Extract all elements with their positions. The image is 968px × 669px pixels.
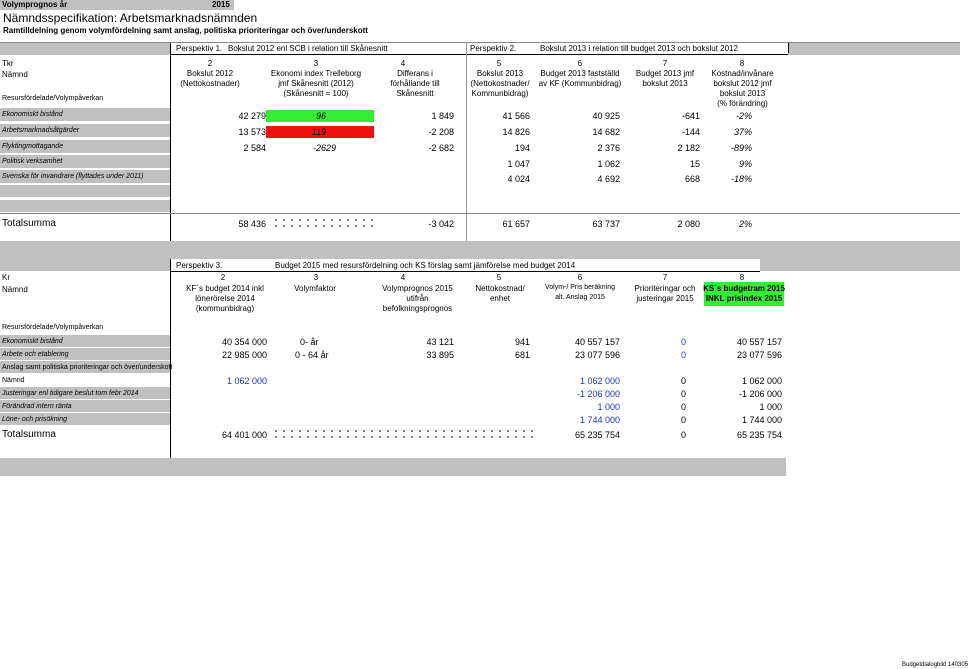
s1-r0-c7: -641 xyxy=(681,111,700,121)
s1-r3-c5: 1 047 xyxy=(507,159,530,169)
s2-r0-c4: 43 121 xyxy=(426,337,454,347)
s1-row-label: Politisk verksamhet xyxy=(0,155,170,169)
s1-r2-c4: -2 682 xyxy=(428,143,454,153)
persp1-label: Perspektiv 1. xyxy=(176,44,223,53)
s2-r0-c5: 941 xyxy=(514,337,530,347)
s1-total-c6: 63 737 xyxy=(592,219,620,229)
s1-vline-right xyxy=(788,43,789,53)
s1-r1-c4: -2 208 xyxy=(428,127,454,137)
persp2-desc: Bokslut 2013 i relation till budget 2013 och bokslut 2012 xyxy=(540,44,738,53)
s1-r3-c6: 1 062 xyxy=(597,159,620,169)
s2-r0-c7: 0 xyxy=(680,337,686,347)
s1-total-dotted-fill xyxy=(272,217,376,229)
s1-total-c4: -3 042 xyxy=(428,219,454,229)
s1-colnum-2: 2 xyxy=(207,59,213,68)
s2-r1-c7: 0 xyxy=(680,350,686,360)
s2-row-label: Anslag samt politiska prioriteringar och över/underskott xyxy=(0,361,170,374)
persp2-label: Perspektiv 2. xyxy=(470,44,517,53)
s1-row-label: Flyktingmottagande xyxy=(0,140,170,154)
s2-r1-c5: 681 xyxy=(514,350,530,360)
s1-right-grey xyxy=(788,43,960,55)
s1-r4-c8: -18% xyxy=(730,174,752,184)
s1-r1-c2: 13 573 xyxy=(238,127,266,137)
s1-total-c7: 2 080 xyxy=(677,219,700,229)
s1-r0-c8: -2% xyxy=(735,111,752,121)
s2-row-label: Ekonomiskt bistånd xyxy=(0,335,170,348)
s1-colhead-3: Ekonomi index Trelleborg jmf Skånesnitt (2012) (Skånesnitt = 100) xyxy=(270,69,362,98)
s2-colnum-3: 3 xyxy=(313,273,319,282)
s2-r3-c6: 1 062 000 xyxy=(579,376,620,386)
s2-r6-c7: 0 xyxy=(680,415,686,425)
s1-r4-c7: 668 xyxy=(684,174,700,184)
persp1-desc: Bokslut 2012 enl SCB i relation till Skånesnitt xyxy=(228,44,388,53)
s2-colhead-3: Volymfaktor xyxy=(294,284,336,293)
s2-total-label: Totalsumma xyxy=(2,429,56,440)
s1-r1-c5: 14 826 xyxy=(502,127,530,137)
s1-r3-c8: 9% xyxy=(738,159,752,169)
s2-left-grey xyxy=(0,259,170,271)
s2-r6-c6: 1 744 000 xyxy=(579,415,620,425)
s1-colhead-2: Bokslut 2012 (Nettokostnader) xyxy=(180,69,240,88)
s2-r6-c8: 1 744 000 xyxy=(741,415,782,425)
bottom-grey-band xyxy=(0,458,786,476)
s1-r0-c2: 42 279 xyxy=(238,111,266,121)
s1-r0-c6: 40 925 xyxy=(592,111,620,121)
s1-row-label: Svenska för invandrare (flyttades under 2011) xyxy=(0,170,170,184)
s1-r0-c4: 1 849 xyxy=(431,111,454,121)
s1-total-line xyxy=(0,213,960,214)
s1-resurs: Resursfördelade/Volympåverkan xyxy=(2,95,104,102)
s2-r3-c7: 0 xyxy=(680,376,686,386)
s2-r1-c4: 33 895 xyxy=(426,350,454,360)
page-title: Nämndsspecifikation: Arbetsmarknadsnämnden xyxy=(3,11,258,25)
s1-r0-c5: 41 566 xyxy=(502,111,530,121)
s1-total-label: Totalsumma xyxy=(2,218,56,229)
s2-namnd: Nämnd xyxy=(2,285,28,294)
s1-header-line xyxy=(170,54,788,55)
persp3-desc: Budget 2015 med resursfördelning och KS förslag samt jämförelse med budget 2014 xyxy=(275,261,576,270)
s1-r1-c8: 37% xyxy=(733,127,752,137)
s1-row-label: Arbetsmarknadsåtgärder xyxy=(0,124,170,138)
s1-colhead-4: Differans i förhållande till Skånesnitt xyxy=(390,69,440,98)
s1-total-c2: 58 436 xyxy=(238,219,266,229)
s1-namnd: Nämnd xyxy=(2,70,28,79)
s2-r4-c7: 0 xyxy=(680,389,686,399)
s1-r0-c3: 96 xyxy=(315,111,326,121)
s1-r4-c5: 4 024 xyxy=(507,174,530,184)
s2-colnum-7: 7 xyxy=(662,273,668,282)
s1-r2-c5: 194 xyxy=(514,143,530,153)
s1-r4-c6: 4 692 xyxy=(597,174,620,184)
s2-r4-c6: -1 206 000 xyxy=(576,389,620,399)
s1-r2-c6: 2 376 xyxy=(597,143,620,153)
s2-total-c7: 0 xyxy=(680,430,686,440)
s2-colhead-7: Prioriteringar och justeringar 2015 xyxy=(634,284,696,303)
s2-colnum-4: 4 xyxy=(400,273,406,282)
s2-total-c2: 64 401 000 xyxy=(221,430,267,440)
prognos-year: 2015 xyxy=(212,0,230,9)
section-separator xyxy=(0,241,960,259)
s1-colhead-7: Budget 2013 jmf bokslut 2013 xyxy=(635,69,695,88)
s2-r5-c7: 0 xyxy=(680,402,686,412)
s1-r2-c8: -89% xyxy=(730,143,752,153)
s2-colhead-6: Volym-/ Pris beräkning alt. Anslag 2015 xyxy=(544,284,616,301)
s1-r2-c3: -2629 xyxy=(312,143,336,153)
s1-r3-c7: 15 xyxy=(689,159,700,169)
s2-r0-c3: 0- år xyxy=(300,337,319,347)
s1-empty-grey xyxy=(0,200,170,212)
s1-colhead-6: Budget 2013 fastställd av KF (Kommunbidrag) xyxy=(538,69,622,88)
s2-r0-c6: 40 557 157 xyxy=(574,337,620,347)
s1-tkr: Tkr xyxy=(2,59,14,68)
s1-empty-grey xyxy=(0,185,170,197)
s2-row-label: Justeringar enl tidigare beslut tom febr 2014 xyxy=(0,387,170,400)
s2-r1-c8: 23 077 596 xyxy=(736,350,782,360)
s1-colnum-4: 4 xyxy=(400,59,406,68)
s2-row-label: Förändrad intern ränta xyxy=(0,400,170,413)
s2-r3-c2: 1 062 000 xyxy=(226,376,267,386)
s2-row-label: Arbete och etablering xyxy=(0,348,170,361)
s1-colnum-8: 8 xyxy=(739,59,745,68)
s1-r2-c2: 2 584 xyxy=(243,143,266,153)
s1-colnum-3: 3 xyxy=(313,59,319,68)
s2-kr: Kr xyxy=(2,273,10,282)
s2-total-c8: 65 235 754 xyxy=(736,430,782,440)
s2-colnum-8: 8 xyxy=(739,273,745,282)
s2-header-line xyxy=(170,271,760,272)
s2-total-c6: 65 235 754 xyxy=(574,430,620,440)
s2-r1-c6: 23 077 596 xyxy=(574,350,620,360)
footer-text: Budgetdialogbild 140305 xyxy=(902,662,968,668)
s2-colnum-2: 2 xyxy=(220,273,226,282)
s2-colnum-5: 5 xyxy=(496,273,502,282)
s2-r1-c3: 0 - 64 år xyxy=(295,350,329,360)
s1-colnum-5: 5 xyxy=(496,59,502,68)
s2-colhead-2: KF´s budget 2014 inkl lönerörelse 2014 (kommunbidrag) xyxy=(186,284,264,313)
s1-total-c8: 2% xyxy=(738,219,752,229)
s1-row-label: Ekonomiskt bistånd xyxy=(0,108,170,122)
s1-r1-c6: 14 682 xyxy=(592,127,620,137)
s1-colhead-5: Bokslut 2013 (Nettokostnader/ Kommunbidrag) xyxy=(470,69,530,98)
volymprognos-label: Volymprognos år xyxy=(2,0,68,9)
s2-r0-c2: 40 354 000 xyxy=(221,337,267,347)
s2-r3-c8: 1 062 000 xyxy=(741,376,782,386)
s2-resurs: Resursfördelade/Volympåverkan xyxy=(2,324,104,331)
s2-row-label: Löne- och prisökning xyxy=(0,413,170,426)
page-subtitle: Ramtilldelning genom volymfördelning samt anslag, politiska prioriteringar och över/underskott xyxy=(3,26,368,35)
s2-total-dotted-fill xyxy=(272,428,536,440)
s1-colnum-7: 7 xyxy=(662,59,668,68)
persp3-label: Perspektiv 3. xyxy=(176,261,223,270)
s1-r1-c7: -144 xyxy=(681,127,700,137)
s2-colhead-4: Volymprognos 2015 utifrån befolkningsprognos xyxy=(382,284,453,313)
s1-r2-c7: 2 182 xyxy=(677,143,700,153)
s2-r5-c6: 1 000 xyxy=(597,402,620,412)
s1-colnum-6: 6 xyxy=(577,59,583,68)
s1-colhead-8: Kostnad/invånare bokslut 2012 jmf bokslut 2013 (% förändring) xyxy=(711,69,774,108)
s2-colnum-6: 6 xyxy=(577,273,583,282)
s2-vline-left xyxy=(170,259,171,459)
s2-r4-c8: -1 206 000 xyxy=(738,389,782,399)
s1-left-grey xyxy=(0,43,170,55)
s2-r0-c8: 40 557 157 xyxy=(736,337,782,347)
s1-total-c5: 61 657 xyxy=(502,219,530,229)
s2-row-label: Nämnd xyxy=(0,374,170,387)
s1-r1-c3: 119 xyxy=(311,127,326,137)
s2-r1-c2: 22 985 000 xyxy=(221,350,267,360)
s2-right-grey xyxy=(760,259,960,271)
s2-colhead-8: KS´s budgetram 2015 INKL prisindex 2015 xyxy=(703,284,785,303)
s2-r5-c8: 1 000 xyxy=(759,402,782,412)
s2-colhead-5: Nettokostnad/ enhet xyxy=(475,284,525,303)
